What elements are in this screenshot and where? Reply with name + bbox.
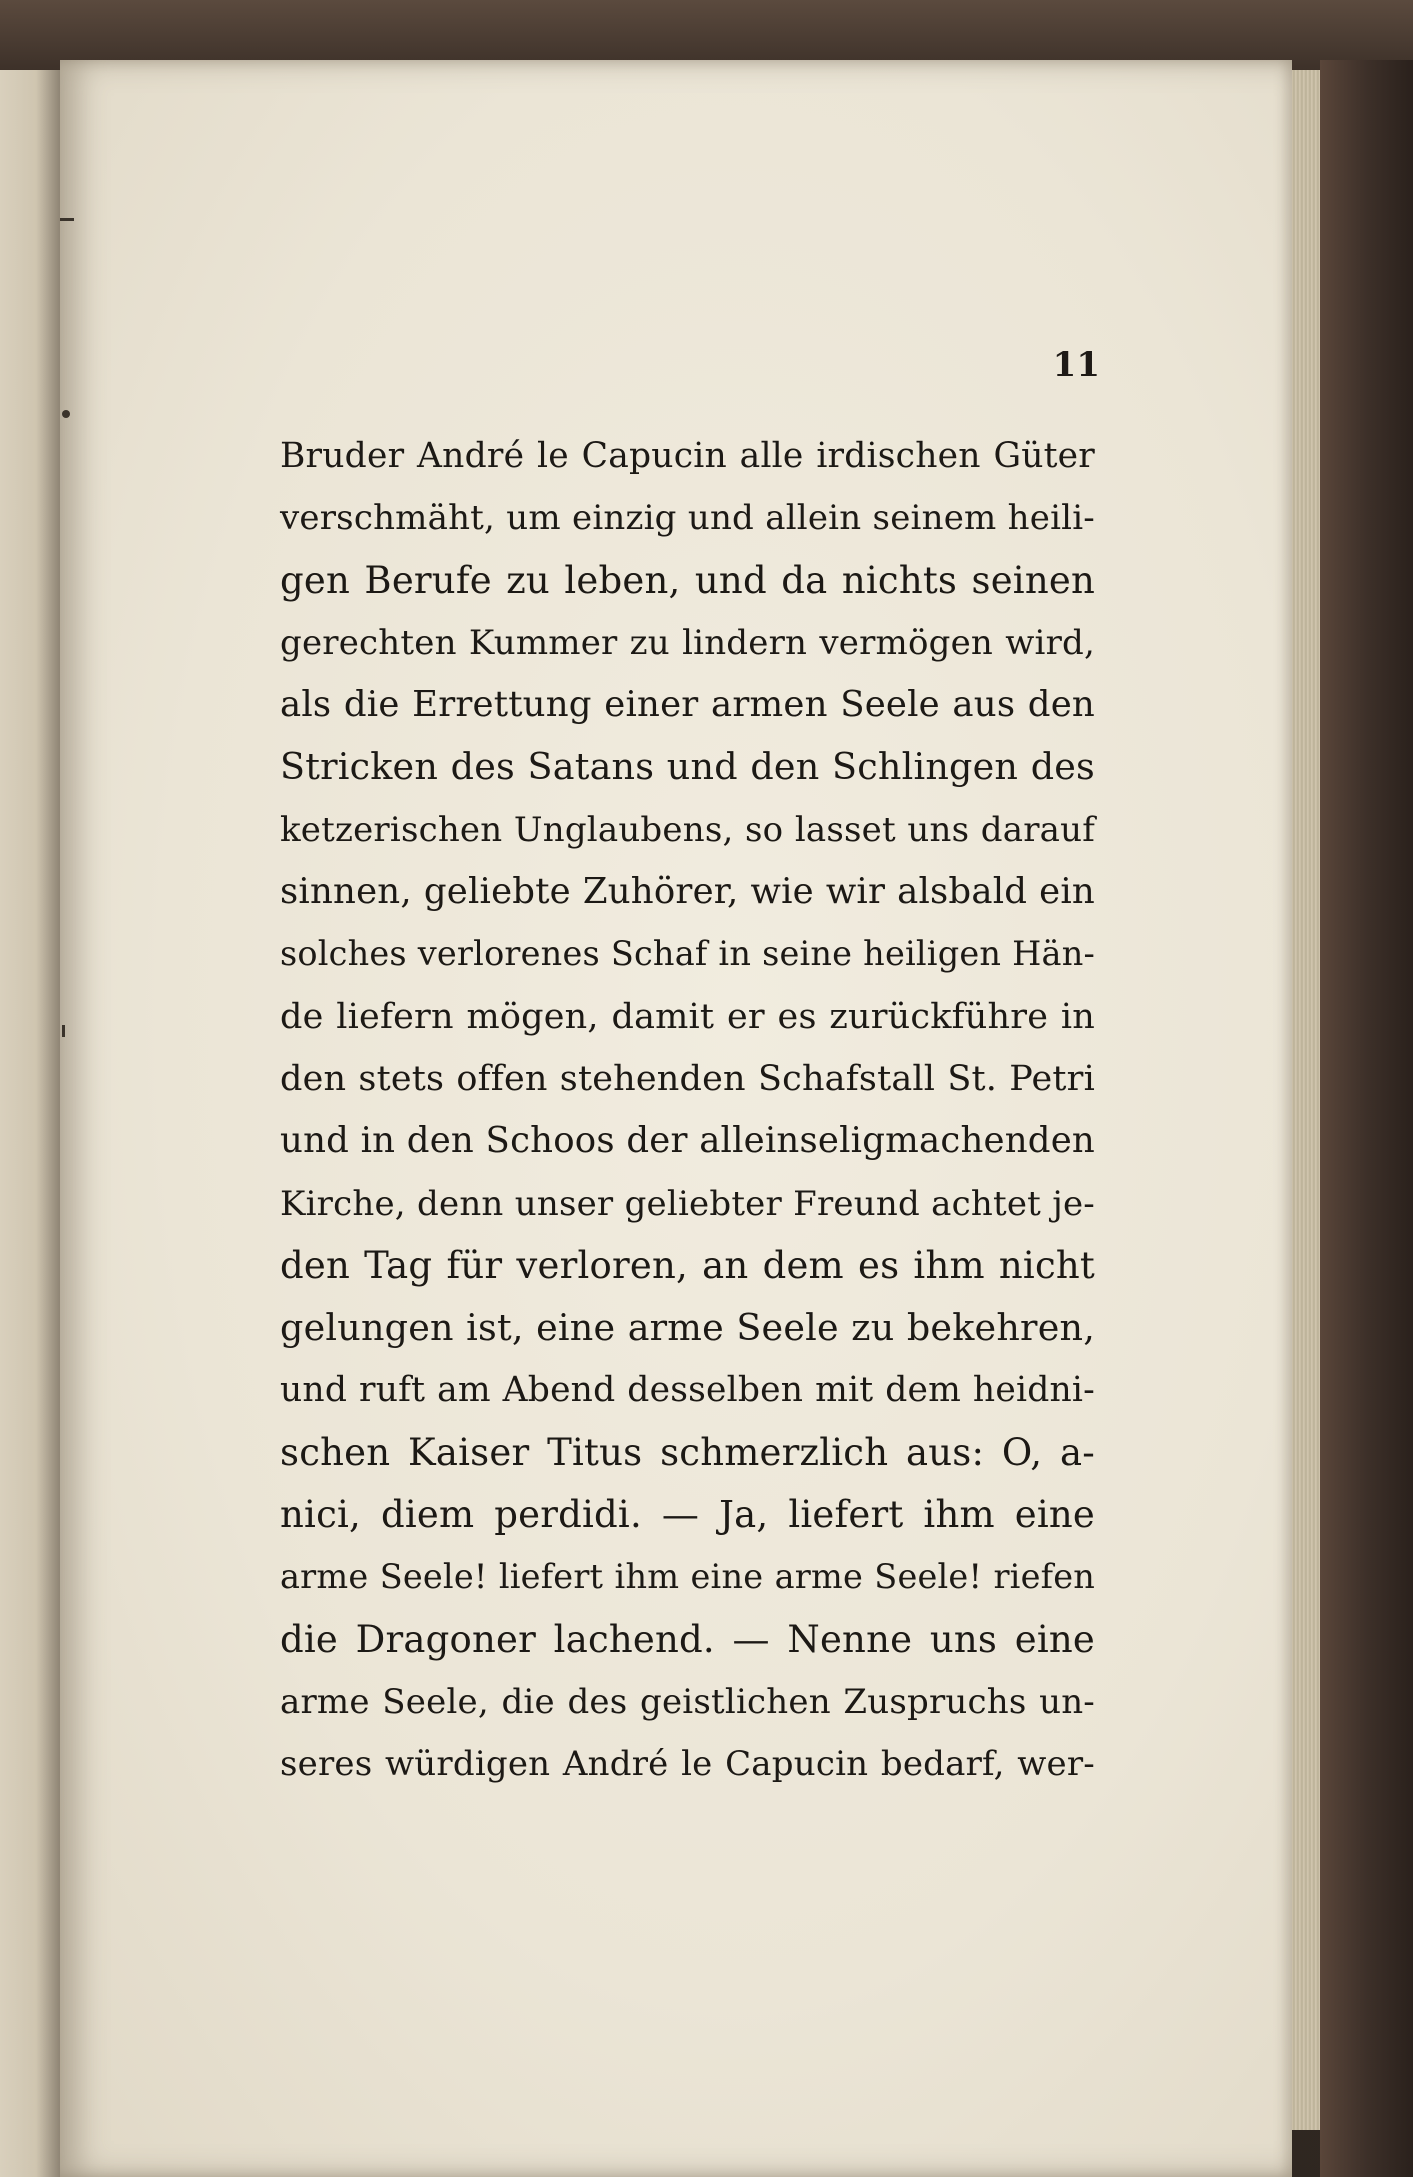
page-stack-edge (1292, 70, 1320, 2130)
book-cover-right (1320, 60, 1413, 2177)
text-line: Stricken des Satans und den Schlingen des (280, 745, 1095, 789)
text-line: verschmäht, um einzig und allein seinem heili- (280, 498, 1095, 539)
text-line: nici, diem perdidi. — Ja, liefert ihm eine (280, 1493, 1095, 1537)
text-line: und ruft am Abend desselben mit dem heidni- (280, 1370, 1095, 1411)
text-line: sinnen, geliebte Zuhörer, wie wir alsbald ein (280, 871, 1095, 913)
text-line: den Tag für verloren, an dem es ihm nicht (280, 1243, 1095, 1287)
text-line: schen Kaiser Titus schmerzlich aus: O, a- (280, 1430, 1095, 1474)
text-line: de liefern mögen, damit er es zurückführe in (280, 996, 1095, 1037)
text-line: arme Seele, die des geistlichen Zuspruchs un- (280, 1681, 1095, 1722)
text-line: als die Errettung einer armen Seele aus den (280, 684, 1095, 726)
margin-mark (62, 410, 70, 418)
text-line: solches verlorenes Schaf in seine heiligen Hän- (280, 934, 1095, 974)
text-line: Bruder André le Capucin alle irdischen Güter (280, 436, 1095, 476)
text-line: und in den Schoos der alleinseligmachenden (280, 1120, 1095, 1162)
text-line: Kirche, denn unser geliebter Freund achtet je- (280, 1183, 1095, 1224)
text-line: gelungen ist, eine arme Seele zu bekehren, (280, 1306, 1095, 1350)
text-line: gen Berufe zu leben, und da nichts seinen (280, 558, 1095, 602)
text-line: ketzerischen Unglaubens, so lasset uns darauf (280, 809, 1095, 850)
text-line: die Dragoner lachend. — Nenne uns eine (280, 1617, 1095, 1661)
body-text (280, 425, 1095, 1796)
facing-page-edge (0, 70, 60, 2177)
text-line: arme Seele! liefert ihm eine arme Seele! riefen (280, 1557, 1095, 1597)
text-line: seres würdigen André le Capucin bedarf, wer- (280, 1744, 1095, 1785)
text-line: gerechten Kummer zu lindern vermögen wird, (280, 622, 1095, 663)
text-line: den stets offen stehenden Schafstall St. Petri (280, 1058, 1095, 1099)
margin-mark (62, 1025, 65, 1037)
page-number: 11 (1052, 345, 1100, 385)
margin-mark (60, 218, 74, 221)
